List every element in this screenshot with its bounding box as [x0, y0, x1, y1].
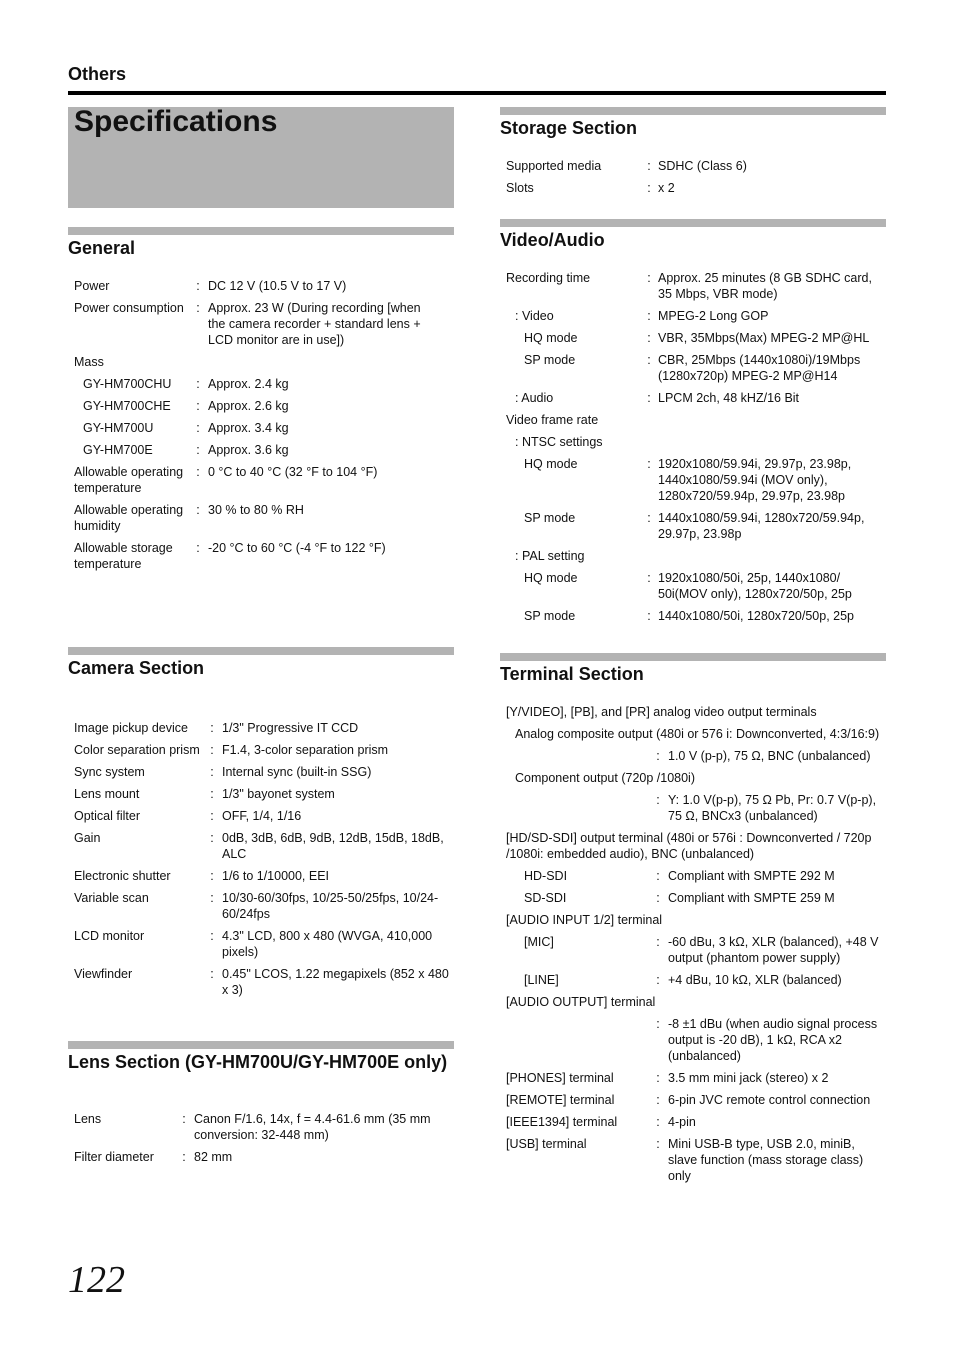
spec-row	[506, 934, 886, 966]
spec-label: : NTSC settings	[515, 435, 603, 449]
spec-row	[74, 376, 440, 392]
spec-value: Compliant with SMPTE 259 M	[668, 891, 835, 905]
spec-value: Compliant with SMPTE 292 M	[668, 869, 835, 883]
spec-row	[506, 1114, 886, 1130]
video-heading: Video/Audio	[500, 230, 605, 250]
spec-colon: :	[196, 301, 200, 315]
spec-value: Internal sync (built-in SSG)	[222, 765, 372, 779]
spec-row	[506, 868, 886, 884]
spec-colon: :	[656, 869, 660, 883]
spec-label: Slots	[506, 181, 534, 195]
terminal-heading: Terminal Section	[500, 664, 644, 684]
spec-label	[506, 1016, 648, 1064]
spec-label: Power consumption	[74, 301, 184, 315]
spec-row	[74, 764, 450, 780]
spec-colon: :	[196, 399, 200, 413]
spec-row	[74, 966, 450, 998]
spec-colon: :	[656, 935, 660, 949]
spec-row	[506, 608, 884, 624]
spec-value: -8 ±1 dBu (when audio signal process output is -20 dB), 1 kΩ, RCA x2 (unbalanced)	[668, 1017, 878, 1063]
spec-colon: :	[647, 331, 651, 345]
spec-colon: :	[647, 609, 651, 623]
spec-value: DC 12 V (10.5 V to 17 V)	[208, 279, 347, 293]
spec-row	[506, 180, 882, 196]
spec-colon: :	[210, 891, 214, 905]
general-specs	[74, 278, 440, 578]
spec-row	[506, 510, 884, 542]
spec-row	[506, 1136, 886, 1184]
spec-label: [PHONES] terminal	[506, 1071, 614, 1085]
spec-value: 6-pin JVC remote control connection	[668, 1093, 871, 1107]
spec-row	[506, 308, 884, 324]
spec-label: LCD monitor	[74, 929, 145, 943]
spec-colon: :	[196, 465, 200, 479]
spec-label: [LINE]	[524, 973, 559, 987]
spec-colon: :	[210, 765, 214, 779]
spec-label: Filter diameter	[74, 1150, 154, 1164]
spec-value: 30 % to 80 % RH	[208, 503, 304, 517]
spec-value: 1440x1080/50i, 1280x720/50p, 25p	[658, 609, 855, 623]
spec-colon: :	[656, 749, 660, 763]
spec-line: Analog composite output (480i or 576 i: Downconverted, 4:3/16:9)	[515, 727, 880, 741]
spec-value: Approx. 23 W (During recording [when the camera recorder + standard lens + LCD monitor are in use])	[208, 301, 421, 347]
spec-row	[74, 928, 450, 960]
spec-label: Allowable operating humidity	[74, 503, 184, 533]
spec-label: : PAL setting	[515, 549, 585, 563]
spec-colon: :	[647, 457, 651, 471]
storage-bar	[500, 107, 886, 115]
spec-value: 1920x1080/59.94i, 29.97p, 23.98p, 1440x1080/59.94i (MOV only), 1280x720/59.94p, 29.97p, 23.98p	[658, 457, 852, 503]
terminal-specs	[506, 704, 886, 1190]
spec-value: 0 °C to 40 °C (32 °F to 104 °F)	[208, 465, 378, 479]
spec-value: 1/6 to 1/10000, EEI	[222, 869, 330, 883]
terminal-bar	[500, 653, 886, 661]
spec-label: Variable scan	[74, 891, 149, 905]
spec-row	[506, 890, 886, 906]
spec-row	[74, 278, 440, 294]
spec-colon: :	[647, 511, 651, 525]
spec-colon: :	[647, 181, 651, 195]
spec-row	[74, 398, 440, 414]
spec-row	[74, 1149, 450, 1165]
spec-value: 1440x1080/59.94i, 1280x720/59.94p, 29.97p, 23.98p	[658, 511, 865, 541]
spec-label: Allowable storage temperature	[74, 541, 173, 571]
spec-label: Allowable operating temperature	[74, 465, 184, 495]
spec-value: x 2	[658, 181, 675, 195]
spec-colon: :	[647, 353, 651, 367]
spec-colon: :	[196, 541, 200, 555]
spec-label: Lens	[74, 1112, 102, 1126]
spec-label: GY-HM700E	[83, 443, 153, 457]
storage-specs	[506, 158, 882, 202]
spec-row	[74, 442, 440, 458]
spec-line: [HD/SD-SDI] output terminal (480i or 576i : Downconverted / 720p /1080i: embedded audio), BNC (unbalanced)	[506, 831, 872, 861]
spec-label	[506, 792, 648, 824]
spec-row	[506, 1016, 886, 1064]
spec-label: Mass	[74, 355, 104, 369]
spec-row	[74, 540, 440, 572]
spec-colon: :	[196, 279, 200, 293]
spec-value: 4-pin	[668, 1115, 696, 1129]
spec-value: Mini USB-B type, USB 2.0, miniB, slave function (mass storage class) only	[668, 1137, 864, 1183]
spec-value: Approx. 25 minutes (8 GB SDHC card, 35 Mbps, VBR mode)	[658, 271, 872, 301]
spec-colon: :	[656, 973, 660, 987]
camera-bar	[68, 647, 454, 655]
spec-line: Component output (720p /1080i)	[515, 771, 695, 785]
spec-colon: :	[647, 391, 651, 405]
spec-row	[506, 972, 886, 988]
spec-row	[74, 808, 450, 824]
spec-colon: :	[210, 809, 214, 823]
spec-value: 3.5 mm mini jack (stereo) x 2	[668, 1071, 829, 1085]
spec-row	[506, 792, 886, 824]
spec-label: Recording time	[506, 271, 591, 285]
spec-value: -20 °C to 60 °C (-4 °F to 122 °F)	[208, 541, 386, 555]
spec-line: [Y/VIDEO], [PB], and [PR] analog video output terminals	[506, 705, 817, 719]
spec-row	[74, 830, 450, 862]
spec-label: GY-HM700CHU	[83, 377, 172, 391]
spec-colon: :	[196, 503, 200, 517]
spec-label: Color separation prism	[74, 743, 200, 757]
page-number: 122	[68, 1259, 125, 1301]
spec-row	[74, 354, 440, 370]
spec-colon: :	[656, 1137, 660, 1151]
spec-colon: :	[656, 1017, 660, 1031]
spec-label: SP mode	[524, 511, 576, 525]
spec-value: VBR, 35Mbps(Max) MPEG-2 MP@HL	[658, 331, 870, 345]
section-header: Others	[68, 64, 127, 84]
spec-label: HQ mode	[524, 457, 578, 471]
spec-row	[74, 786, 450, 802]
spec-colon: :	[182, 1150, 186, 1164]
spec-value: OFF, 1/4, 1/16	[222, 809, 302, 823]
lens-specs	[74, 1111, 450, 1171]
spec-label: HQ mode	[524, 571, 578, 585]
spec-value: 1/3" bayonet system	[222, 787, 335, 801]
spec-colon: :	[656, 1071, 660, 1085]
spec-value: MPEG-2 Long GOP	[658, 309, 769, 323]
spec-row	[506, 456, 884, 504]
spec-colon: :	[210, 743, 214, 757]
spec-colon: :	[647, 571, 651, 585]
spec-value: 82 mm	[194, 1150, 233, 1164]
spec-line: [AUDIO INPUT 1/2] terminal	[506, 913, 663, 927]
spec-colon: :	[210, 967, 214, 981]
spec-row	[74, 868, 450, 884]
video-bar	[500, 219, 886, 227]
spec-row	[506, 748, 886, 764]
spec-row	[74, 890, 450, 922]
spec-row	[506, 548, 884, 564]
spec-value: CBR, 25Mbps (1440x1080i)/19Mbps (1280x720p) MPEG-2 MP@H14	[658, 353, 861, 383]
spec-label: Image pickup device	[74, 721, 188, 735]
spec-colon: :	[196, 377, 200, 391]
spec-label: : Audio	[515, 391, 554, 405]
spec-value: 1/3" Progressive IT CCD	[222, 721, 359, 735]
spec-row	[74, 420, 440, 436]
spec-row	[74, 464, 440, 496]
spec-colon: :	[656, 1115, 660, 1129]
spec-label: SP mode	[524, 353, 576, 367]
spec-value: 0.45" LCOS, 1.22 megapixels (852 x 480 x 3)	[222, 967, 449, 997]
lens-heading: Lens Section (GY-HM700U/GY-HM700E only)	[68, 1052, 448, 1072]
spec-value: 1.0 V (p-p), 75 Ω, BNC (unbalanced)	[668, 749, 871, 763]
spec-label: [REMOTE] terminal	[506, 1093, 615, 1107]
spec-value: 0dB, 3dB, 6dB, 9dB, 12dB, 15dB, 18dB, ALC	[222, 831, 444, 861]
spec-row	[74, 742, 450, 758]
spec-value: Y: 1.0 V(p-p), 75 Ω Pb, Pr: 0.7 V(p-p), 75 Ω, BNCx3 (unbalanced)	[668, 793, 877, 823]
spec-label: [MIC]	[524, 935, 554, 949]
spec-row	[506, 1092, 886, 1108]
spec-label: Lens mount	[74, 787, 140, 801]
spec-value: 1920x1080/50i, 25p, 1440x1080/ 50i(MOV only), 1280x720/50p, 25p	[658, 571, 852, 601]
spec-label: Video frame rate	[506, 413, 599, 427]
storage-heading: Storage Section	[500, 118, 638, 138]
spec-colon: :	[656, 891, 660, 905]
spec-value: -60 dBu, 3 kΩ, XLR (balanced), +48 V output (phantom power supply)	[668, 935, 879, 965]
spec-colon: :	[182, 1112, 186, 1126]
spec-colon: :	[647, 271, 651, 285]
spec-colon: :	[196, 421, 200, 435]
spec-value: 10/30-60/30fps, 10/25-50/25fps, 10/24-60/24fps	[222, 891, 439, 921]
spec-row	[506, 412, 884, 428]
spec-value: 4.3" LCD, 800 x 480 (WVGA, 410,000 pixels)	[222, 929, 433, 959]
spec-colon: :	[647, 159, 651, 173]
spec-row	[506, 330, 884, 346]
spec-label: GY-HM700CHE	[83, 399, 171, 413]
spec-label: Sync system	[74, 765, 145, 779]
spec-row	[74, 1111, 450, 1143]
spec-colon: :	[656, 1093, 660, 1107]
spec-colon: :	[210, 721, 214, 735]
spec-colon: :	[210, 929, 214, 943]
spec-row	[74, 720, 450, 736]
spec-value: Approx. 2.6 kg	[208, 399, 289, 413]
spec-value: Approx. 2.4 kg	[208, 377, 289, 391]
spec-line: [AUDIO OUTPUT] terminal	[506, 995, 656, 1009]
spec-colon: :	[210, 787, 214, 801]
spec-label: SP mode	[524, 609, 576, 623]
spec-label: Gain	[74, 831, 101, 845]
spec-label: Supported media	[506, 159, 602, 173]
spec-label: HD-SDI	[524, 869, 568, 883]
spec-label: [USB] terminal	[506, 1137, 587, 1151]
spec-value: F1.4, 3-color separation prism	[222, 743, 389, 757]
camera-specs	[74, 720, 450, 1004]
spec-label	[506, 748, 648, 764]
spec-label: Optical filter	[74, 809, 140, 823]
spec-row	[506, 158, 882, 174]
spec-row	[506, 1070, 886, 1086]
spec-colon: :	[196, 443, 200, 457]
spec-colon: :	[210, 831, 214, 845]
spec-label: Electronic shutter	[74, 869, 171, 883]
spec-colon: :	[210, 869, 214, 883]
spec-row	[506, 434, 884, 450]
spec-row	[506, 390, 884, 406]
spec-label: Viewfinder	[74, 967, 133, 981]
spec-colon: :	[647, 309, 651, 323]
spec-label: Power	[74, 279, 110, 293]
spec-row	[506, 352, 884, 384]
general-heading: General	[68, 238, 136, 258]
spec-label: : Video	[515, 309, 554, 323]
spec-label: GY-HM700U	[83, 421, 154, 435]
spec-label: [IEEE1394] terminal	[506, 1115, 618, 1129]
spec-value: Approx. 3.4 kg	[208, 421, 289, 435]
spec-value: SDHC (Class 6)	[658, 159, 747, 173]
spec-row	[74, 300, 440, 348]
spec-label: HQ mode	[524, 331, 578, 345]
camera-heading: Camera Section	[68, 658, 205, 678]
spec-value: +4 dBu, 10 kΩ, XLR (balanced)	[668, 973, 842, 987]
spec-row	[506, 570, 884, 602]
spec-row	[506, 270, 884, 302]
header-rule	[68, 91, 886, 95]
spec-value: Approx. 3.6 kg	[208, 443, 289, 457]
general-bar	[68, 227, 454, 235]
spec-row	[74, 502, 440, 534]
spec-colon: :	[656, 793, 660, 807]
video-specs	[506, 270, 884, 630]
lens-bar	[68, 1041, 454, 1049]
spec-label: SD-SDI	[524, 891, 567, 905]
spec-value: Canon F/1.6, 14x, f = 4.4-61.6 mm (35 mm conversion: 32-448 mm)	[194, 1112, 431, 1142]
page-title: Specifications	[74, 105, 278, 138]
spec-value: LPCM 2ch, 48 kHZ/16 Bit	[658, 391, 800, 405]
